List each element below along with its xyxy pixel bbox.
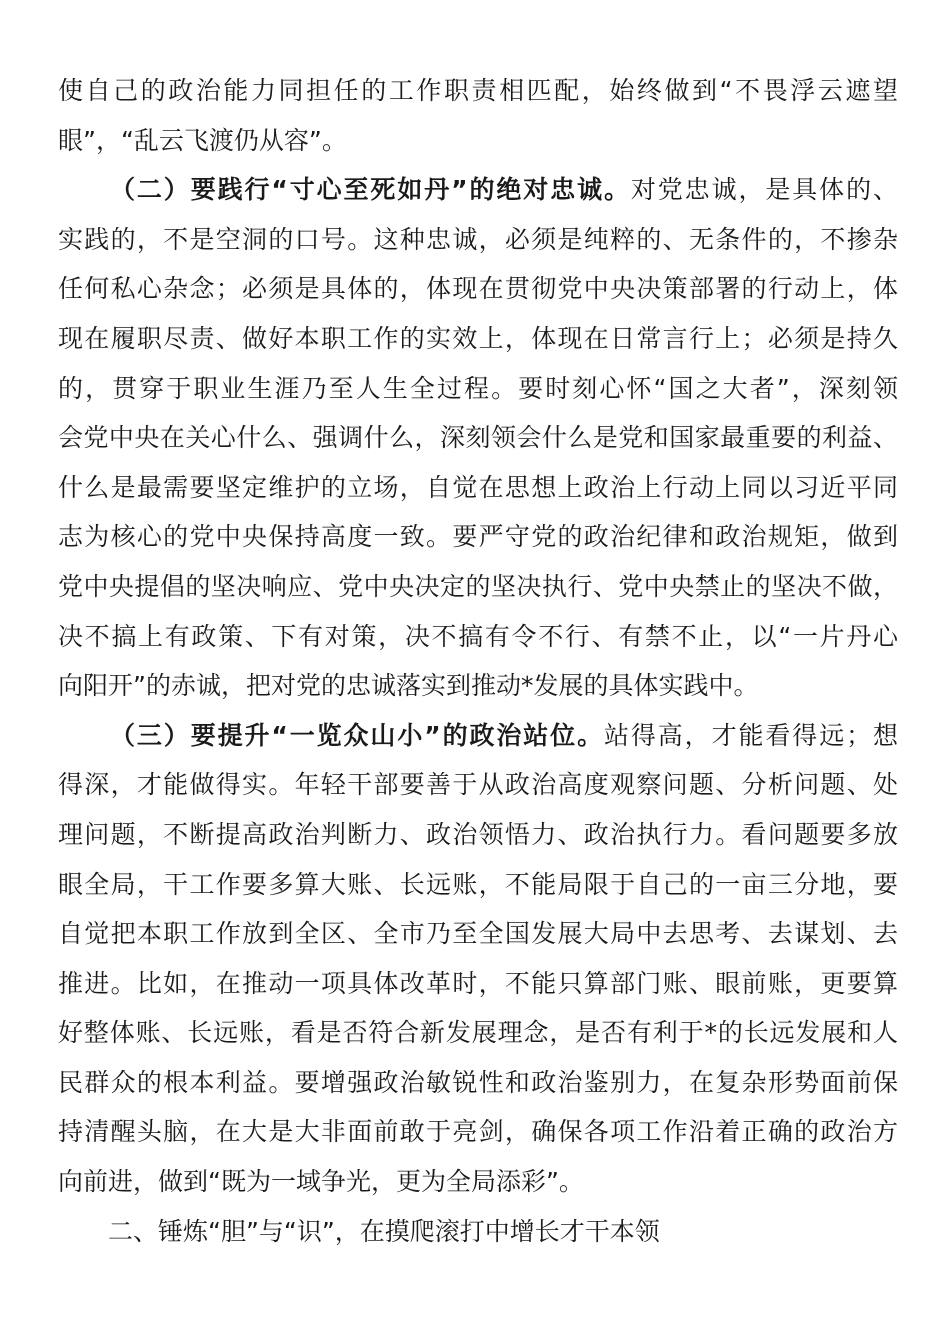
subsection-heading: （三）要提升“一览众山小”的政治站位。 (110, 720, 604, 750)
text-line: 任何私心杂念；必须是具体的，体现在贯彻党中央决策部署的行动上，体 (58, 274, 898, 304)
text-line: 推进。比如，在推动一项具体改革时，不能只算部门账、眼前账，更要算 (58, 968, 898, 998)
text-line: 的，贯穿于职业生涯乃至人生全过程。要时刻心怀“国之大者”，深刻领 (58, 373, 898, 403)
text-line: 向阳开”的赤诚，把对党的忠诚落实到推动*发展的具体实践中。 (58, 671, 759, 701)
text-run: 对党忠诚，是具体的、 (630, 175, 898, 205)
text-line: 党中央提倡的坚决响应、党中央决定的坚决执行、党中央禁止的坚决不做， (58, 571, 898, 601)
text-line: 好整体账、长远账，看是否符合新发展理念，是否有利于*的长远发展和人 (58, 1018, 898, 1048)
text-line: 眼”，“乱云飞渡仍从容”。 (58, 125, 347, 155)
text-line: 实践的，不是空洞的口号。这种忠诚，必须是纯粹的、无条件的，不掺杂 (58, 224, 898, 254)
text-run: 站得高，才能看得远；想 (603, 720, 898, 750)
text-line: 眼全局，干工作要多算大账、长远账，不能局限于自己的一亩三分地，要 (58, 869, 898, 899)
section-heading: 二、锤炼“胆”与“识”，在摸爬滚打中增长才干本领 (108, 1216, 660, 1246)
text-line: 决不搞上有政策、下有对策，决不搞有令不行、有禁不止，以“一片丹心 (58, 621, 898, 651)
text-line: 现在履职尽责、做好本职工作的实效上，体现在日常言行上；必须是持久 (58, 323, 898, 353)
text-line: 得深，才能做得实。年轻干部要善于从政治高度观察问题、分析问题、处 (58, 770, 898, 800)
text-line: 志为核心的党中央保持高度一致。要严守党的政治纪律和政治规矩，做到 (58, 522, 898, 552)
text-line: 理问题，不断提高政治判断力、政治领悟力、政治执行力。看问题要多放 (58, 819, 898, 849)
text-line: 会党中央在关心什么、强调什么，深刻领会什么是党和国家最重要的利益、 (58, 423, 898, 453)
subsection-heading: （二）要践行“寸心至死如丹”的绝对忠诚。 (110, 175, 631, 205)
text-line: 向前进，做到“既为一域争光，更为全局添彩”。 (58, 1167, 584, 1197)
text-line: 持清醒头脑，在大是大非面前敢于亮剑，确保各项工作沿着正确的政治方 (58, 1117, 898, 1147)
text-line: 民群众的根本利益。要增强政治敏锐性和政治鉴别力，在复杂形势面前保 (58, 1067, 898, 1097)
text-line: 什么是最需要坚定维护的立场，自觉在思想上政治上行动上同以习近平同 (58, 472, 898, 502)
text-line: 使自己的政治能力同担任的工作职责相匹配，始终做到“不畏浮云遮望 (58, 76, 898, 105)
text-line: 自觉把本职工作放到全区、全市乃至全国发展大局中去思考、去谋划、去 (58, 919, 898, 949)
paragraph-first-line (58, 711, 898, 761)
paragraph-first-line (58, 165, 898, 215)
document-page (58, 66, 898, 1256)
